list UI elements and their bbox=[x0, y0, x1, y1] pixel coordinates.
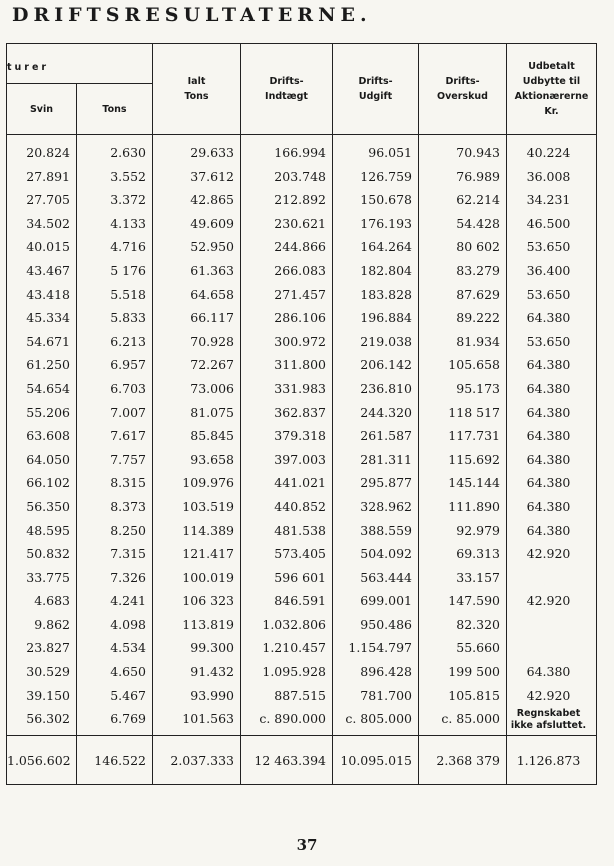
header-group-turer: turer bbox=[7, 44, 153, 84]
page-title: DRIFTSRESULTATERNE. bbox=[12, 4, 372, 26]
total-udbytte: 1.126.873 bbox=[507, 736, 597, 785]
indtaegt-cell: 362.837 bbox=[274, 404, 326, 420]
indtaegt-cell: 1.032.806 bbox=[262, 616, 326, 632]
tons-cell: 8.315 bbox=[110, 475, 146, 491]
overskud-cell: 70.943 bbox=[456, 145, 500, 160]
udgift-cell: 563.444 bbox=[360, 569, 412, 585]
tons-cell: 4.716 bbox=[110, 239, 146, 255]
udbytte-cell: 42.920 bbox=[526, 593, 571, 609]
header-indtaegt: Drifts- Indtægt bbox=[241, 44, 333, 135]
svin-cell: 33.775 bbox=[26, 569, 70, 585]
total-overskud: 2.368 379 bbox=[419, 736, 507, 785]
udgift-cell: 261.587 bbox=[360, 428, 412, 444]
total-tons: 146.522 bbox=[77, 736, 153, 785]
tons-cell: 7.326 bbox=[110, 569, 146, 585]
svin-cell: 48.595 bbox=[26, 522, 70, 538]
tons-cell: 7.315 bbox=[110, 546, 146, 562]
ialt-cell: 113.819 bbox=[182, 616, 234, 632]
udbytte-cell: 64.380 bbox=[526, 475, 571, 491]
overskud-cell: 145.144 bbox=[448, 475, 500, 491]
udgift-cell: 244.320 bbox=[360, 404, 412, 420]
ialt-cell: 93.658 bbox=[190, 451, 234, 467]
header-udgift: Drifts- Udgift bbox=[333, 44, 419, 135]
udgift-cell: 896.428 bbox=[360, 664, 412, 680]
tons-cell: 4.133 bbox=[110, 215, 146, 231]
udgift-cell: 950.486 bbox=[360, 616, 412, 632]
svin-cell: 54.671 bbox=[26, 333, 70, 349]
svin-cell: 56.350 bbox=[26, 498, 70, 514]
ialt-cell: 61.363 bbox=[190, 262, 234, 278]
total-indtaegt: 12 463.394 bbox=[241, 736, 333, 785]
udgift-cell: 781.700 bbox=[360, 687, 412, 703]
udbytte-cell: 46.500 bbox=[526, 215, 571, 231]
tons-cell: 4.650 bbox=[110, 664, 146, 680]
indtaegt-cell: 244.866 bbox=[274, 239, 326, 255]
tons-cell: 5.833 bbox=[110, 310, 146, 326]
overskud-cell: 111.890 bbox=[448, 498, 500, 514]
ialt-cell: 91.432 bbox=[190, 664, 234, 680]
svin-cell: 20.824 bbox=[26, 145, 70, 160]
udbytte-cell: 42.920 bbox=[526, 687, 571, 703]
svin-cell: 4.683 bbox=[34, 593, 70, 609]
svin-cell: 43.418 bbox=[26, 286, 70, 302]
overskud-cell: 92.979 bbox=[456, 522, 500, 538]
udgift-cell: 150.678 bbox=[360, 192, 412, 208]
page-number: 37 bbox=[296, 836, 318, 854]
total-svin: 1.056.602 bbox=[7, 736, 77, 785]
column-svin bbox=[7, 135, 77, 736]
tons-cell: 6.957 bbox=[110, 357, 146, 373]
svin-cell: 34.502 bbox=[26, 215, 70, 231]
udbytte-cell: 40.224 bbox=[526, 145, 571, 160]
udgift-cell: 196.884 bbox=[360, 310, 412, 326]
total-udgift: 10.095.015 bbox=[333, 736, 419, 785]
indtaegt-cell: 311.800 bbox=[274, 357, 326, 373]
ialt-cell: 73.006 bbox=[190, 380, 234, 396]
ialt-cell: 81.075 bbox=[190, 404, 234, 420]
indtaegt-cell: 331.983 bbox=[274, 380, 326, 396]
indtaegt-cell: 300.972 bbox=[274, 333, 326, 349]
udbytte-cell: 36.008 bbox=[526, 168, 571, 184]
svin-cell: 27.891 bbox=[26, 168, 70, 184]
svin-cell: 55.206 bbox=[26, 404, 70, 420]
ialt-cell: 100.019 bbox=[182, 569, 234, 585]
svin-cell: 64.050 bbox=[26, 451, 70, 467]
svin-cell: 56.302 bbox=[26, 711, 70, 727]
indtaegt-cell: 1.095.928 bbox=[262, 664, 326, 680]
udgift-cell: 219.038 bbox=[360, 333, 412, 349]
tons-cell: 4.534 bbox=[110, 640, 146, 656]
indtaegt-cell: 573.405 bbox=[274, 546, 326, 562]
udgift-cell: 295.877 bbox=[360, 475, 412, 491]
indtaegt-cell: 846.591 bbox=[274, 593, 326, 609]
ialt-cell: 101.563 bbox=[182, 711, 234, 727]
results-table bbox=[6, 43, 597, 785]
indtaegt-cell: 1.210.457 bbox=[262, 640, 326, 656]
indtaegt-cell: 212.892 bbox=[274, 192, 326, 208]
tons-cell: 8.250 bbox=[110, 522, 146, 538]
ialt-cell: 109.976 bbox=[182, 475, 234, 491]
udgift-cell: 96.051 bbox=[368, 145, 412, 160]
totals-row bbox=[7, 736, 597, 785]
udbytte-cell: 64.380 bbox=[526, 380, 571, 396]
udbytte-cell: 64.380 bbox=[526, 522, 571, 538]
column-indtaegt bbox=[241, 135, 333, 736]
overskud-cell: 89.222 bbox=[456, 310, 500, 326]
udgift-cell: 126.759 bbox=[360, 168, 412, 184]
indtaegt-cell: 887.515 bbox=[274, 687, 326, 703]
tons-cell: 7.757 bbox=[110, 451, 146, 467]
udgift-cell: 183.828 bbox=[360, 286, 412, 302]
tons-cell: 4.098 bbox=[110, 616, 146, 632]
indtaegt-cell: 481.538 bbox=[274, 522, 326, 538]
udbytte-cell bbox=[507, 636, 590, 660]
overskud-cell: c. 85.000 bbox=[441, 711, 500, 727]
ialt-cell: 70.928 bbox=[190, 333, 234, 349]
overskud-cell: 115.692 bbox=[448, 451, 500, 467]
udbytte-cell: 53.650 bbox=[526, 239, 571, 255]
svin-cell: 27.705 bbox=[26, 192, 70, 208]
udbytte-cell bbox=[507, 613, 590, 637]
tons-cell: 6.769 bbox=[110, 711, 146, 727]
udbytte-cell: 42.920 bbox=[526, 546, 571, 562]
udgift-cell: 182.804 bbox=[360, 262, 412, 278]
udbytte-cell: 64.380 bbox=[526, 310, 571, 326]
ialt-cell: 52.950 bbox=[190, 239, 234, 255]
ialt-cell: 85.845 bbox=[190, 428, 234, 444]
indtaegt-cell: 397.003 bbox=[274, 451, 326, 467]
udgift-cell: 1.154.797 bbox=[348, 640, 412, 656]
svin-cell: 9.862 bbox=[34, 616, 70, 632]
tons-cell: 8.373 bbox=[110, 498, 146, 514]
header-udbytte: Udbetalt Udbytte til Aktionærerne Kr. bbox=[507, 44, 597, 135]
ialt-cell: 66.117 bbox=[190, 310, 234, 326]
header-tons: Tons bbox=[77, 84, 153, 135]
udbytte-cell: 64.380 bbox=[526, 404, 571, 420]
overskud-cell: 82.320 bbox=[456, 616, 500, 632]
tons-cell: 3.372 bbox=[110, 192, 146, 208]
overskud-cell: 33.157 bbox=[456, 569, 500, 585]
svin-cell: 63.608 bbox=[26, 428, 70, 444]
total-ialt: 2.037.333 bbox=[153, 736, 241, 785]
svin-cell: 50.832 bbox=[26, 546, 70, 562]
overskud-cell: 55.660 bbox=[456, 640, 500, 656]
udbytte-cell: 64.380 bbox=[526, 451, 571, 467]
svin-cell: 66.102 bbox=[26, 475, 70, 491]
ialt-cell: 29.633 bbox=[190, 145, 234, 160]
ialt-cell: 42.865 bbox=[190, 192, 234, 208]
tons-cell: 5.467 bbox=[110, 687, 146, 703]
indtaegt-cell: 230.621 bbox=[274, 215, 326, 231]
udgift-cell: 236.810 bbox=[360, 380, 412, 396]
udbytte-note-line: Regnskabet bbox=[516, 708, 581, 720]
overskud-cell: 76.989 bbox=[456, 168, 500, 184]
ialt-cell: 93.990 bbox=[190, 687, 234, 703]
tons-cell: 6.703 bbox=[110, 380, 146, 396]
udbytte-cell: 34.231 bbox=[526, 192, 571, 208]
ialt-cell: 37.612 bbox=[190, 168, 234, 184]
udbytte-cell: 64.380 bbox=[526, 357, 571, 373]
ialt-cell: 114.389 bbox=[182, 522, 234, 538]
indtaegt-cell: 203.748 bbox=[274, 168, 326, 184]
udbytte-cell: 53.650 bbox=[526, 286, 571, 302]
overskud-cell: 83.279 bbox=[456, 262, 500, 278]
overskud-cell: 199 500 bbox=[448, 664, 500, 680]
overskud-cell: 54.428 bbox=[456, 215, 500, 231]
udgift-cell: 164.264 bbox=[360, 239, 412, 255]
overskud-cell: 95.173 bbox=[456, 380, 500, 396]
overskud-cell: 81.934 bbox=[456, 333, 500, 349]
overskud-cell: 69.313 bbox=[456, 546, 500, 562]
udbytte-cell: 64.380 bbox=[526, 664, 571, 680]
udbytte-cell bbox=[507, 566, 590, 590]
tons-cell: 3.552 bbox=[110, 168, 146, 184]
udgift-cell: 328.962 bbox=[360, 498, 412, 514]
indtaegt-cell: 271.457 bbox=[274, 286, 326, 302]
svin-cell: 23.827 bbox=[26, 640, 70, 656]
header-overskud: Drifts- Overskud bbox=[419, 44, 507, 135]
svin-cell: 40.015 bbox=[26, 239, 70, 255]
udbytte-note-line: ikke afsluttet. bbox=[510, 720, 587, 732]
svin-cell: 30.529 bbox=[26, 664, 70, 680]
udgift-cell: 699.001 bbox=[360, 593, 412, 609]
overskud-cell: 118 517 bbox=[448, 404, 500, 420]
header-ialt: Ialt Tons bbox=[153, 44, 241, 135]
udbytte-cell: 64.380 bbox=[526, 428, 571, 444]
svin-cell: 61.250 bbox=[26, 357, 70, 373]
tons-cell: 7.007 bbox=[110, 404, 146, 420]
udbytte-cell: 53.650 bbox=[526, 333, 571, 349]
ialt-cell: 103.519 bbox=[182, 498, 234, 514]
udgift-cell: 176.193 bbox=[360, 215, 412, 231]
indtaegt-cell: 166.994 bbox=[274, 145, 326, 160]
indtaegt-cell: 286.106 bbox=[274, 310, 326, 326]
udgift-cell: 388.559 bbox=[360, 522, 412, 538]
svin-cell: 54.654 bbox=[26, 380, 70, 396]
udgift-cell: 281.311 bbox=[360, 451, 412, 467]
tons-cell: 7.617 bbox=[110, 428, 146, 444]
column-ialt bbox=[153, 135, 241, 736]
ialt-cell: 72.267 bbox=[190, 357, 234, 373]
indtaegt-cell: 596 601 bbox=[274, 569, 326, 585]
column-udbytte bbox=[507, 135, 597, 736]
svin-cell: 45.334 bbox=[26, 310, 70, 326]
udgift-cell: c. 805.000 bbox=[345, 711, 412, 727]
indtaegt-cell: 266.083 bbox=[274, 262, 326, 278]
column-udgift bbox=[333, 135, 419, 736]
tons-cell: 5.518 bbox=[110, 286, 146, 302]
tons-cell: 6.213 bbox=[110, 333, 146, 349]
indtaegt-cell: 441.021 bbox=[274, 475, 326, 491]
udbytte-cell: 36.400 bbox=[526, 262, 571, 278]
ialt-cell: 64.658 bbox=[190, 286, 234, 302]
overskud-cell: 147.590 bbox=[448, 593, 500, 609]
indtaegt-cell: 379.318 bbox=[274, 428, 326, 444]
udgift-cell: 206.142 bbox=[360, 357, 412, 373]
udgift-cell: 504.092 bbox=[360, 546, 412, 562]
svin-cell: 43.467 bbox=[26, 262, 70, 278]
svin-cell: 39.150 bbox=[26, 687, 70, 703]
overskud-cell: 87.629 bbox=[456, 286, 500, 302]
column-overskud bbox=[419, 135, 507, 736]
header-svin: Svin bbox=[7, 84, 77, 135]
indtaegt-cell: 440.852 bbox=[274, 498, 326, 514]
ialt-cell: 99.300 bbox=[190, 640, 234, 656]
overskud-cell: 105.658 bbox=[448, 357, 500, 373]
overskud-cell: 80 602 bbox=[456, 239, 500, 255]
overskud-cell: 62.214 bbox=[456, 192, 500, 208]
column-tons bbox=[77, 135, 153, 736]
ialt-cell: 106 323 bbox=[182, 593, 234, 609]
tons-cell: 5 176 bbox=[110, 262, 146, 278]
udbytte-cell: 64.380 bbox=[526, 498, 571, 514]
tons-cell: 2.630 bbox=[110, 145, 146, 160]
ialt-cell: 49.609 bbox=[190, 215, 234, 231]
indtaegt-cell: c. 890.000 bbox=[259, 711, 326, 727]
overskud-cell: 105.815 bbox=[448, 687, 500, 703]
udbytte-note bbox=[507, 708, 590, 731]
ialt-cell: 121.417 bbox=[182, 546, 234, 562]
overskud-cell: 117.731 bbox=[448, 428, 500, 444]
tons-cell: 4.241 bbox=[110, 593, 146, 609]
